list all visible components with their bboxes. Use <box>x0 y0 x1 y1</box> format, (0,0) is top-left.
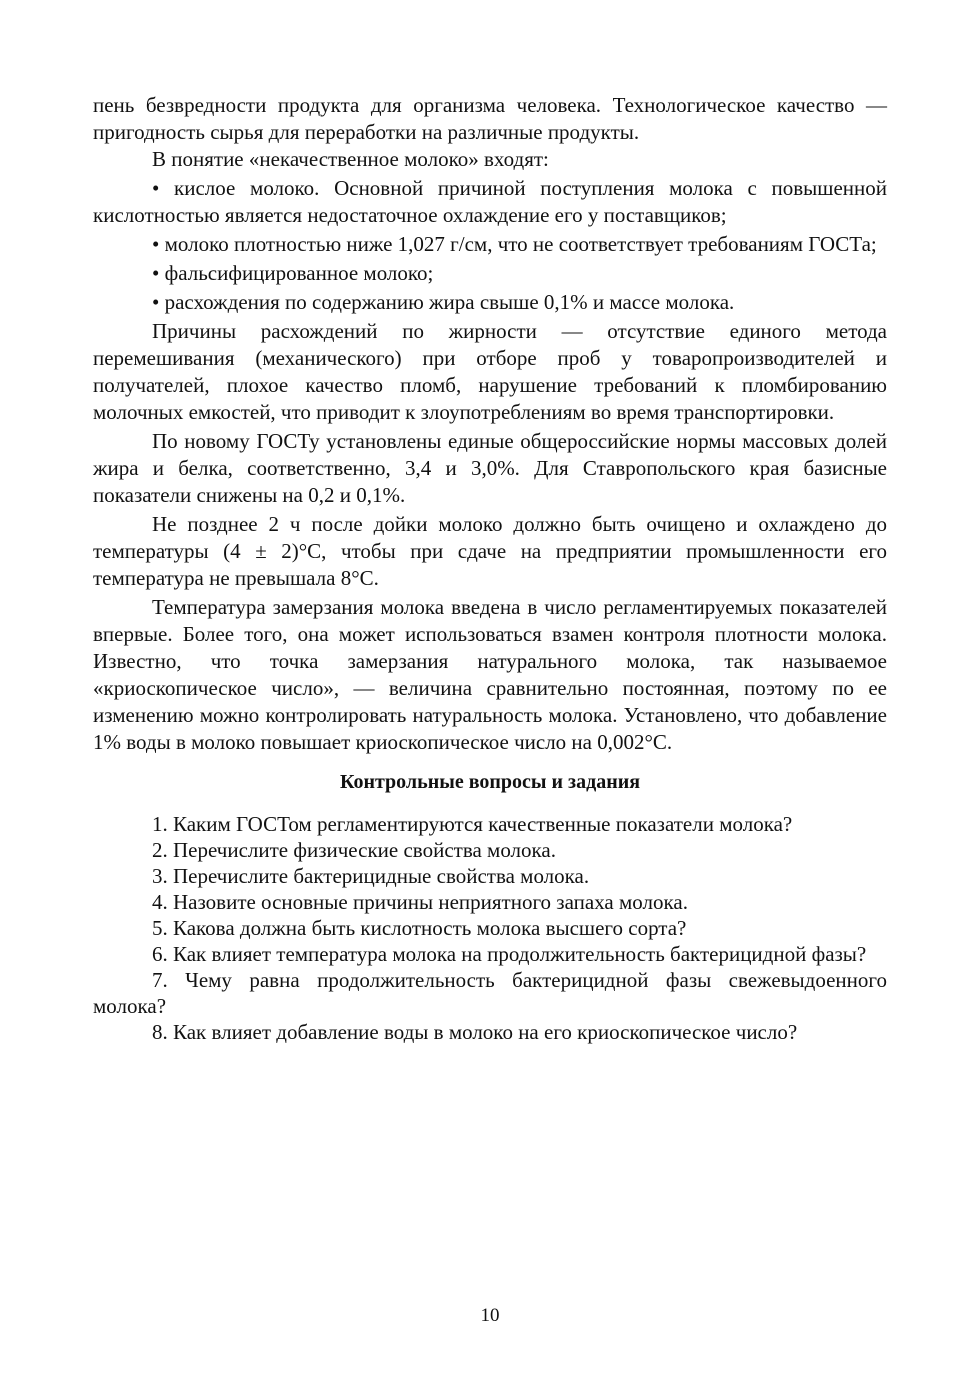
paragraph-substandard-intro: В понятие «некачественное молоко» входят: <box>152 147 549 171</box>
bullet-falsified: • фальсифицированное молоко; <box>93 260 887 287</box>
paragraph-cooling: Не позднее 2 ч после дойки молоко должно быть очищено и охлаждено до температуры (4 ± 2)°С, чтобы при сдаче на предприятии промышленности его температура не превышала 8°С. <box>93 512 887 590</box>
question-item: 5. Какова должна быть кислотность молока высшего сорта? <box>152 916 687 940</box>
question-item: 2. Перечислите физические свойства молока. <box>152 838 556 862</box>
paragraph-gost-norms: По новому ГОСТу установлены единые общероссийские нормы массовых долей жира и белка, соответственно, 3,4 и 3,0%. Для Ставропольского края базисные показатели снижены на 0,2 и 0,1%. <box>93 429 887 507</box>
bullet-sour-milk: • кислое молоко. Основной причиной поступления молока с повышенной кислотностью является недостаточное охлаждение его у поставщиков; <box>93 175 887 229</box>
question-item: 8. Как влияет добавление воды в молоко на его криоскопическое число? <box>152 1020 798 1044</box>
page-number: 10 <box>480 1305 500 1326</box>
paragraph-fat-reasons: Причины расхождений по жирности — отсутствие единого метода перемешивания (механического) при отборе проб у товаропроизводителей и получателей, плохое качество пломб, нарушение требований к пломбированию молочных емкостей, что приводит к злоупотреблениям во время транспортировки. <box>93 319 887 424</box>
paragraph-quality-definition: пень безвредности продукта для организма человека. Технологическое качество — пригодность сырья для переработки на различные продукты. <box>93 93 887 144</box>
bullet-fat-discrepancy: • расхождения по содержанию жира свыше 0,1% и массе молока. <box>93 289 887 316</box>
paragraph-freezing-point: Температура замерзания молока введена в число регламентируемых показателей впервые. Более того, она может использоваться взамен контроля плотности молока. Известно, что точка замерзания натурального молока, так называемое «криоскопическое число», — величина сравнительно постоянная, поэтому по ее изменению можно контролировать натуральность молока. Установлено, что добавление 1% воды в молоко повышает криоскопическое число на 0,002°С. <box>93 595 887 754</box>
question-item: 1. Каким ГОСТом регламентируются качественные показатели молока? <box>152 812 793 836</box>
question-item: 7. Чему равна продолжительность бактерицидной фазы свежевыдоенного молока? <box>93 968 887 1018</box>
question-item: 3. Перечислите бактерицидные свойства молока. <box>152 864 590 888</box>
question-item: 4. Назовите основные причины неприятного запаха молока. <box>152 890 688 914</box>
page-content <box>93 92 887 1045</box>
question-item: 6. Как влияет температура молока на продолжительность бактерицидной фазы? <box>152 942 867 966</box>
bullet-low-density: • молоко плотностью ниже 1,027 г/см, что не соответствует требованиям ГОСТа; <box>93 231 887 258</box>
questions-heading: Контрольные вопросы и задания <box>339 771 641 793</box>
